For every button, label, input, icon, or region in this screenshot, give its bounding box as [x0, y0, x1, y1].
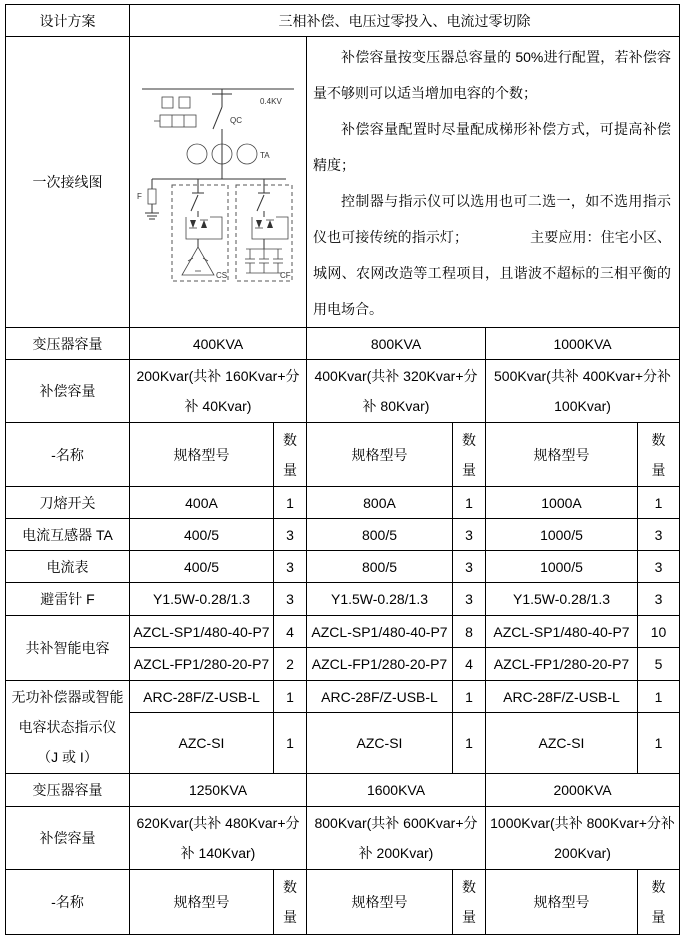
ta-current-transformers — [187, 141, 270, 179]
qty-cell: 3 — [638, 583, 680, 616]
compensation-capacity-value: 800Kvar(共补 600Kvar+分补 200Kvar) — [307, 807, 486, 870]
table-row — [6, 551, 680, 583]
qty-cell: 1 — [274, 487, 307, 519]
design-scheme-value: 三相补偿、电压过零投入、电流过零切除 — [130, 5, 680, 37]
transformer-capacity-value: 800KVA — [307, 328, 486, 360]
spec-cell: 400/5 — [130, 519, 274, 551]
spec-cell: 400/5 — [130, 551, 274, 583]
note-paragraph: 补偿容量按变压器总容量的 50%进行配置，若补偿容量不够则可以适当增加电容的个数； — [313, 49, 672, 101]
table-row — [6, 616, 680, 648]
qty-cell: 3 — [453, 551, 486, 583]
cf-capacitor-bank — [236, 179, 292, 281]
spec-cell: AZC-SI — [486, 713, 638, 774]
spec-header: 规格型号 — [130, 423, 274, 487]
spec-cell: AZCL-FP1/280-20-P7 — [130, 648, 274, 681]
name-header: -名称 — [6, 423, 130, 487]
spec-cell: 1000A — [486, 487, 638, 519]
table-row — [6, 681, 680, 713]
transformer-capacity-value: 1250KVA — [130, 774, 307, 807]
spec-cell: ARC-28F/Z-USB-L — [307, 681, 453, 713]
cf-label: CF — [280, 271, 291, 280]
f-label: F — [137, 192, 142, 201]
voltage-label: 0.4KV — [260, 97, 282, 106]
spec-cell: 1000/5 — [486, 519, 638, 551]
qty-cell: 1 — [638, 487, 680, 519]
spec-cell: 800/5 — [307, 519, 453, 551]
equipment-name: 无功补偿器或智能电容状态指示仪（J 或 I） — [6, 681, 130, 774]
qty-cell: 4 — [453, 648, 486, 681]
spec-header: 规格型号 — [307, 870, 453, 935]
qty-cell: 1 — [453, 681, 486, 713]
qty-cell: 3 — [274, 583, 307, 616]
qty-cell: 3 — [274, 551, 307, 583]
spec-cell: Y1.5W-0.28/1.3 — [130, 583, 274, 616]
qty-cell: 4 — [274, 616, 307, 648]
transformer-capacity-value: 1000KVA — [486, 328, 680, 360]
qty-cell: 3 — [453, 519, 486, 551]
cs-label: CS — [216, 271, 228, 280]
qty-cell: 2 — [274, 648, 307, 681]
spec-cell: AZCL-FP1/280-20-P7 — [307, 648, 453, 681]
spec-cell: ARC-28F/Z-USB-L — [486, 681, 638, 713]
qty-cell: 10 — [638, 616, 680, 648]
note-paragraph — [313, 183, 671, 327]
transformer-capacity-label: 变压器容量 — [6, 328, 130, 360]
spec-cell: AZCL-SP1/480-40-P7 — [130, 616, 274, 648]
qty-header: 数量 — [453, 423, 486, 487]
spec-header: 规格型号 — [307, 423, 453, 487]
table-row — [6, 487, 680, 519]
qty-cell: 5 — [638, 648, 680, 681]
qty-header: 数量 — [638, 870, 680, 935]
qty-cell: 1 — [453, 487, 486, 519]
spec-cell: AZCL-SP1/480-40-P7 — [307, 616, 453, 648]
equipment-name: 电流互感器 TA — [6, 519, 130, 551]
spec-cell: AZCL-SP1/480-40-P7 — [486, 616, 638, 648]
spec-cell: AZCL-FP1/280-20-P7 — [486, 648, 638, 681]
cs-capacitor-bank — [172, 179, 228, 281]
compensation-capacity-value: 620Kvar(共补 480Kvar+分补 140Kvar) — [130, 807, 307, 870]
spec-header: 规格型号 — [486, 423, 638, 487]
qc-switch — [213, 107, 242, 141]
compensation-capacity-label: 补偿容量 — [6, 360, 130, 423]
qty-cell: 1 — [274, 713, 307, 774]
transformer-capacity-value: 2000KVA — [486, 774, 680, 807]
compensation-capacity-value: 1000Kvar(共补 800Kvar+分补 200Kvar) — [486, 807, 680, 870]
spec-cell: 800/5 — [307, 551, 453, 583]
qty-cell: 1 — [453, 713, 486, 774]
wiring-diagram-label: 一次接线图 — [6, 37, 130, 328]
compensation-capacity-value: 500Kvar(共补 400Kvar+分补 100Kvar) — [486, 360, 680, 423]
note-text: 控制器与指示仪可以选用也可二选一，如不选用指示仪也可接传统的指示灯； — [313, 193, 672, 245]
table-row — [6, 519, 680, 551]
busbar — [142, 89, 294, 107]
meter-boxes — [154, 97, 196, 127]
spec-cell: AZC-SI — [307, 713, 453, 774]
qty-cell: 1 — [638, 713, 680, 774]
note-paragraph: 补偿容量配置时尽量配成梯形补偿方式，可提高补偿精度； — [313, 121, 672, 173]
spec-cell: 800A — [307, 487, 453, 519]
compensation-capacity-value: 200Kvar(共补 160Kvar+分补 40Kvar) — [130, 360, 307, 423]
qty-header: 数量 — [638, 423, 680, 487]
qty-cell: 3 — [453, 583, 486, 616]
main-application-text: 主要应用：住宅小区、城网、农网改造等工程项目，且谐波不超标的三相平衡的用电场合。 — [313, 229, 672, 317]
qty-cell: 3 — [638, 551, 680, 583]
spec-cell: ARC-28F/Z-USB-L — [130, 681, 274, 713]
spec-cell: AZC-SI — [130, 713, 274, 774]
qty-cell: 3 — [274, 519, 307, 551]
compensation-capacity-label: 补偿容量 — [6, 807, 130, 870]
spec-cell: 1000/5 — [486, 551, 638, 583]
spec-cell: Y1.5W-0.28/1.3 — [307, 583, 453, 616]
qc-label: QC — [230, 116, 242, 125]
spec-header: 规格型号 — [486, 870, 638, 935]
transformer-capacity-value: 1600KVA — [307, 774, 486, 807]
qty-header: 数量 — [274, 870, 307, 935]
equipment-name: 刀熔开关 — [6, 487, 130, 519]
equipment-name: 电流表 — [6, 551, 130, 583]
spec-header: 规格型号 — [130, 870, 274, 935]
equipment-name: 共补智能电容 — [6, 616, 130, 681]
qty-header: 数量 — [274, 423, 307, 487]
spec-table — [5, 4, 680, 935]
wiring-diagram-cell — [130, 37, 307, 328]
table-row — [6, 583, 680, 616]
qty-cell: 3 — [638, 519, 680, 551]
notes-cell — [307, 37, 680, 328]
design-scheme-label: 设计方案 — [6, 5, 130, 37]
transformer-capacity-label: 变压器容量 — [6, 774, 130, 807]
ta-label: TA — [260, 151, 270, 160]
qty-header: 数量 — [453, 870, 486, 935]
spec-cell: Y1.5W-0.28/1.3 — [486, 583, 638, 616]
compensation-capacity-value: 400Kvar(共补 320Kvar+分补 80Kvar) — [307, 360, 486, 423]
name-header: -名称 — [6, 870, 130, 935]
one-line-diagram-figure — [134, 77, 302, 287]
spec-cell: 400A — [130, 487, 274, 519]
transformer-capacity-value: 400KVA — [130, 328, 307, 360]
qty-cell: 8 — [453, 616, 486, 648]
arrester-f — [137, 179, 159, 219]
equipment-name: 避雷针 F — [6, 583, 130, 616]
qty-cell: 1 — [274, 681, 307, 713]
qty-cell: 1 — [638, 681, 680, 713]
